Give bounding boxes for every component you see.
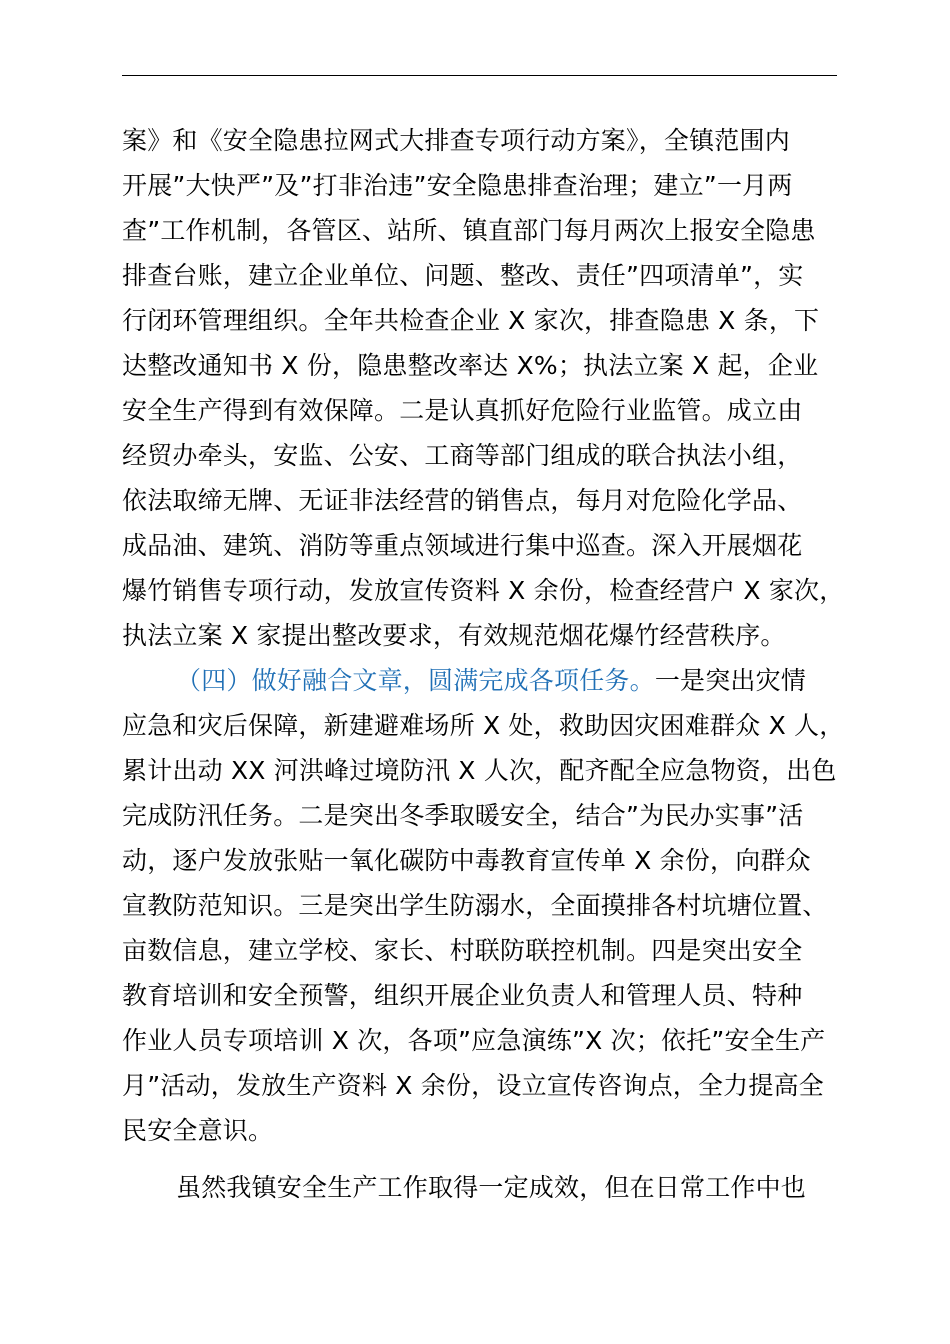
text-line: 依法取缔无牌、无证非法经营的销售点，每月对危险化学品、 [122, 486, 803, 515]
text-line: 应急和灾后保障，新建避难场所 X 处，救助因灾困难群众 X 人， [122, 711, 845, 740]
section-heading: （四）做好融合文章，圆满完成各项任务。 [176, 666, 655, 695]
paragraph-summary [122, 1165, 860, 1210]
paragraph-continuation [122, 118, 860, 658]
text-line: 教育培训和安全预警，组织开展企业负责人和管理人员、特种 [122, 981, 803, 1010]
text-line: 排查台账，建立企业单位、问题、整改、责任”四项清单”，实 [122, 261, 804, 290]
text-line: 虽然我镇安全生产工作取得一定成效，但在日常工作中也 [176, 1173, 807, 1202]
header-rule [122, 75, 837, 76]
text-line: 民安全意识。 [122, 1116, 274, 1145]
document-body [122, 118, 860, 1210]
text-line: 月”活动，发放生产资料 X 余份，设立宣传咨询点，全力提高全 [122, 1071, 824, 1100]
section-heading-line [122, 658, 860, 703]
text-line: 开展”大快严”及”打非治违”安全隐患排查治理；建立”一月两 [122, 171, 793, 200]
text-line: 成品油、建筑、消防等重点领域进行集中巡查。深入开展烟花 [122, 531, 803, 560]
text-line: 累计出动 XX 河洪峰过境防汛 X 人次，配齐配全应急物资，出色 [122, 756, 837, 785]
text-line: 行闭环管理组织。全年共检查企业 X 家次，排查隐患 X 条，下 [122, 306, 820, 335]
text-line: 动，逐户发放张贴一氧化碳防中毒教育宣传单 X 余份，向群众 [122, 846, 811, 875]
paragraph-section-four [122, 658, 860, 1153]
text-line: 查”工作机制，各管区、站所、镇直部门每月两次上报安全隐患 [122, 216, 816, 245]
text-line: 经贸办牵头，安监、公安、工商等部门组成的联合执法小组， [122, 441, 803, 470]
text-line: 达整改通知书 X 份，隐患整改率达 X%；执法立案 X 起，企业 [122, 351, 819, 380]
text-line: 亩数信息，建立学校、家长、村联防联控机制。四是突出安全 [122, 936, 803, 965]
heading-line-rest: 一是突出灾情 [654, 666, 807, 695]
text-line: 爆竹销售专项行动，发放宣传资料 X 余份，检查经营户 X 家次， [122, 576, 845, 605]
text-line: 案》和《安全隐患拉网式大排查专项行动方案》，全镇范围内 [122, 126, 790, 155]
text-line: 完成防汛任务。二是突出冬季取暖安全，结合”为民办实事”活 [122, 801, 804, 830]
text-line: 宣教防范知识。三是突出学生防溺水，全面摸排各村坑塘位置、 [122, 891, 828, 920]
text-line: 执法立案 X 家提出整改要求，有效规范烟花爆竹经营秩序。 [122, 621, 786, 650]
text-line: 安全生产得到有效保障。二是认真抓好危险行业监管。成立由 [122, 396, 803, 425]
text-line: 作业人员专项培训 X 次，各项”应急演练”X 次；依托”安全生产 [122, 1026, 826, 1055]
